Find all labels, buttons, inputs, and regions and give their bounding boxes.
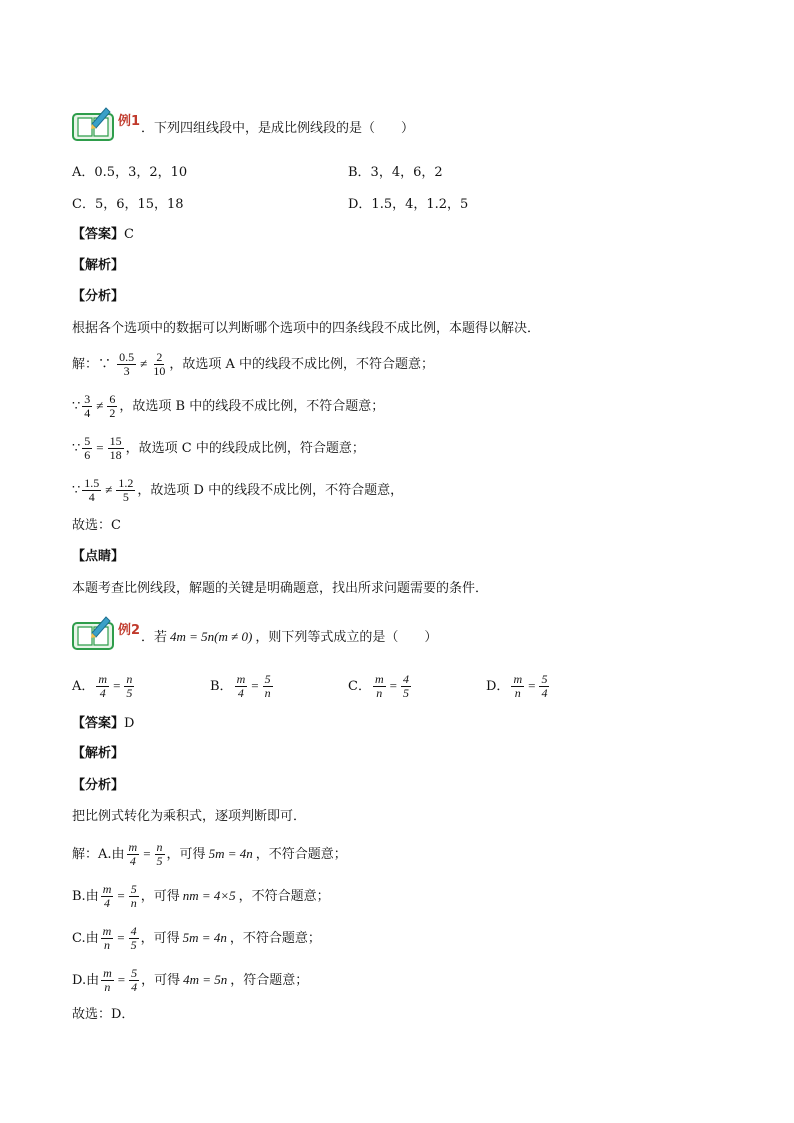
relation: = — [96, 440, 104, 455]
example-1-label: 例1 — [118, 113, 141, 129]
ex2-solution-line-4: D.由 $\frac{m}{n}$ = $\frac{5}{4}$ ，可得 4m = 5n ，符合题意； — [72, 966, 309, 994]
relation: ≠ — [140, 356, 148, 371]
product-equation: 4m = 5n — [183, 972, 228, 987]
fraction: $\frac{m}{4}$ — [128, 840, 138, 868]
fraction: $\frac{15}{18}$ — [109, 434, 122, 462]
ex2-option-c: C． $\frac{m}{n}$ = $\frac{4}{5}$ — [348, 672, 409, 700]
ex1-option-a: A．0.5，3，2，10 — [72, 165, 188, 180]
line-text: ，故选项 A 中的线段不成比例，不符合题意； — [169, 357, 434, 372]
example-1-badge — [72, 104, 140, 146]
example-2-label: 例2 — [118, 622, 141, 638]
ex2-answer — [72, 715, 134, 733]
fraction: $\frac{m}{n}$ — [374, 672, 384, 700]
line-text: ，故选项 D 中的线段不成比例，不符合题意， — [137, 483, 404, 498]
ex2-solution-line-2: B.由 $\frac{m}{4}$ = $\frac{5}{n}$ ，可得 nm = 4×5 ，不符合题意； — [72, 882, 330, 910]
book-pencil-icon — [72, 613, 116, 655]
ex1-conclusion: 故选：C — [72, 518, 121, 533]
ex2-fenxi-label: 【分析】 — [72, 778, 125, 793]
fraction: $\frac{m}{n}$ — [103, 966, 112, 994]
fraction: $\frac{2}{10}$ — [153, 350, 166, 378]
solution-prefix: 解： — [72, 357, 99, 372]
stem-equation: 4m = 5n(m ≠ 0) — [170, 629, 253, 644]
fraction: $\frac{5}{6}$ — [84, 434, 91, 462]
because-symbol: ∵ — [72, 441, 81, 456]
product-equation: nm = 4×5 — [182, 888, 236, 903]
line-text: ，故选项 C 中的线段成比例，符合题意； — [125, 441, 365, 456]
example-1-stem: ．下列四组线段中，是成比例线段的是（ ） — [141, 121, 415, 136]
fraction: $\frac{5}{n}$ — [130, 882, 137, 910]
fraction: $\frac{3}{4}$ — [84, 392, 91, 420]
fraction: $\frac{m}{4}$ — [236, 672, 246, 700]
relation: ≠ — [105, 482, 113, 497]
fraction: $\frac{5}{4}$ — [131, 966, 138, 994]
relation: ≠ — [96, 398, 104, 413]
fraction: $\frac{4}{5}$ — [130, 924, 137, 952]
fraction: $\frac{m}{4}$ — [98, 672, 108, 700]
ex2-solution-line-1: 解：A.由 $\frac{m}{4}$ = $\frac{n}{5}$ ，可得 5m = 4n ，不符合题意； — [72, 840, 347, 868]
ex2-option-b: B． $\frac{m}{4}$ = $\frac{5}{n}$ — [210, 672, 271, 700]
answer-label: 【答案】 — [72, 227, 125, 242]
ex2-fenxi-text: 把比例式转化为乘积式，逐项判断即可． — [72, 809, 307, 824]
answer-label: 【答案】 — [72, 716, 125, 731]
ex1-option-c: C．5，6，15，18 — [72, 197, 184, 212]
ex1-solution-line-2 — [72, 390, 384, 423]
because-symbol: ∵ — [72, 483, 81, 498]
ex1-solution-line-1 — [72, 348, 434, 381]
book-pencil-icon — [72, 104, 116, 146]
stem-suffix: ，则下列等式成立的是（ ） — [255, 630, 438, 645]
fraction: $\frac{0.5}{3}$ — [119, 350, 135, 378]
ex1-answer — [72, 226, 134, 244]
because-symbol: ∵ — [98, 357, 112, 372]
product-equation: 5m = 4n — [182, 930, 227, 945]
stem-prefix: ．若 — [141, 630, 168, 645]
ex1-option-d: D．1.5，4，1.2，5 — [348, 197, 469, 212]
line-text: ，故选项 B 中的线段不成比例，不符合题意； — [119, 399, 385, 414]
fraction: $\frac{m}{n}$ — [513, 672, 523, 700]
fraction: $\frac{1.2}{5}$ — [118, 476, 134, 504]
fraction: $\frac{n}{5}$ — [126, 672, 133, 700]
fraction: $\frac{1.5}{4}$ — [84, 476, 100, 504]
fraction: $\frac{4}{5}$ — [402, 672, 409, 700]
ex1-dianjing-text: 本题考查比例线段，解题的关键是明确题意，找出所求问题需要的条件． — [72, 581, 489, 596]
fraction: $\frac{5}{n}$ — [264, 672, 271, 700]
ex1-dianjing-label: 【点睛】 — [72, 549, 125, 564]
ex1-fenxi-label: 【分析】 — [72, 289, 125, 304]
ex1-solution-line-3 — [72, 432, 365, 465]
ex2-solution-line-3: C.由 $\frac{m}{n}$ = $\frac{4}{5}$ ，可得 5m = 4n ，不符合题意； — [72, 924, 321, 952]
ex2-conclusion: 故选：D． — [72, 1007, 135, 1022]
fraction: $\frac{m}{4}$ — [102, 882, 112, 910]
ex2-analysis-label: 【解析】 — [72, 746, 125, 761]
ex2-option-d: D． $\frac{m}{n}$ = $\frac{5}{4}$ — [486, 672, 548, 700]
ex1-analysis-label: 【解析】 — [72, 258, 125, 273]
example-2-stem — [141, 628, 437, 647]
ex1-fenxi-text: 根据各个选项中的数据可以判断哪个选项中的四条线段不成比例，本题得以解决． — [72, 321, 541, 336]
fraction: $\frac{n}{5}$ — [156, 840, 163, 868]
ex1-option-b: B．3，4，6，2 — [348, 165, 443, 180]
fraction: $\frac{6}{2}$ — [109, 392, 116, 420]
answer-value: C — [124, 227, 134, 242]
fraction: $\frac{5}{4}$ — [541, 672, 548, 700]
example-2-badge — [72, 613, 140, 655]
fraction: $\frac{m}{n}$ — [102, 924, 112, 952]
ex2-option-a: A． $\frac{m}{4}$ = $\frac{n}{5}$ — [72, 672, 133, 700]
product-equation: 5m = 4n — [208, 846, 253, 861]
because-symbol: ∵ — [72, 399, 81, 414]
ex1-solution-line-4 — [72, 474, 403, 507]
answer-value: D — [124, 716, 135, 731]
